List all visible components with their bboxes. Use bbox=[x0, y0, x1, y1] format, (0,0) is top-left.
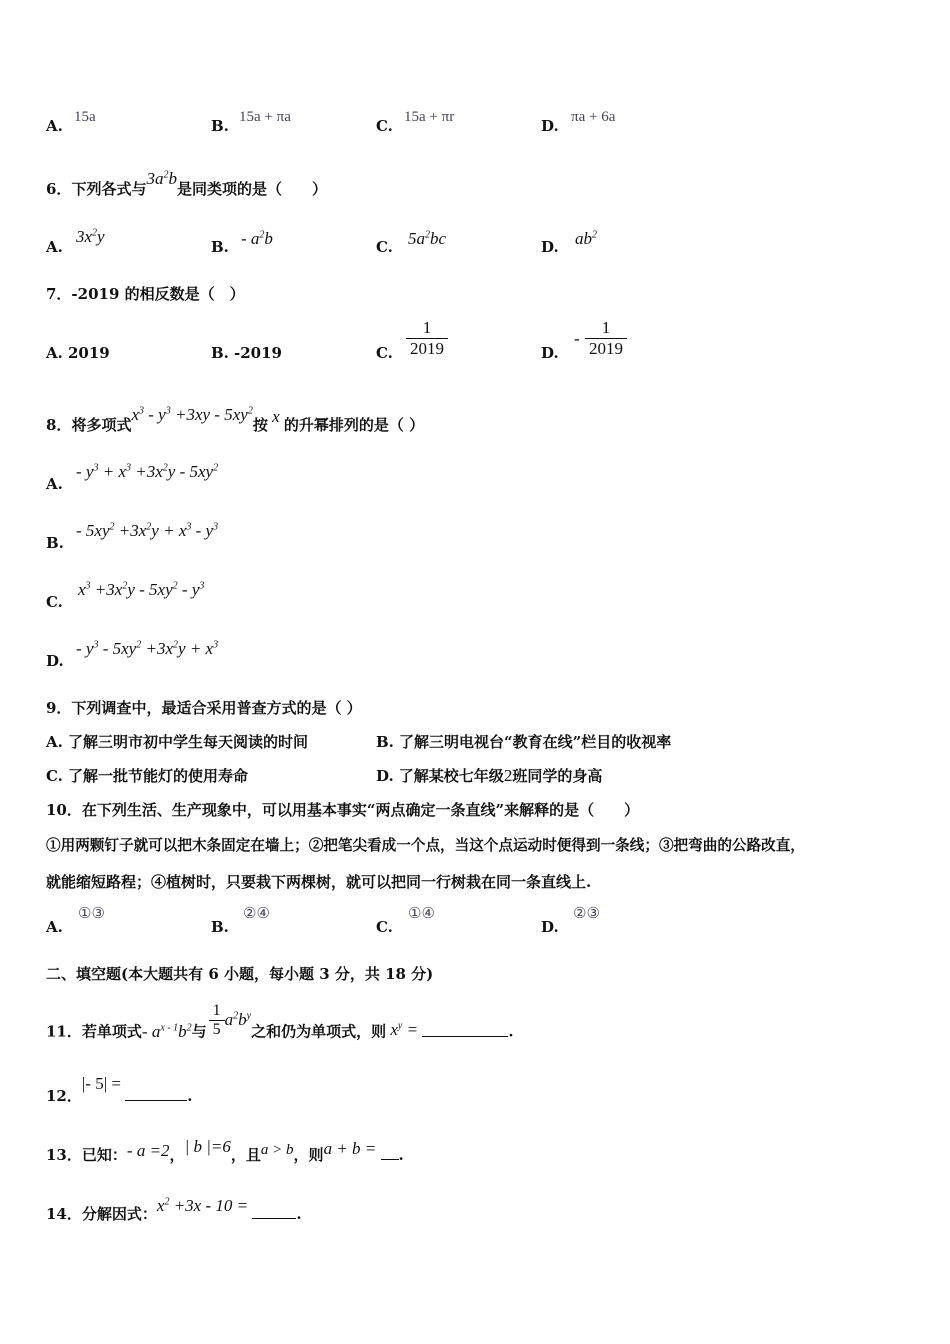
math-expr: $a^2b^y$ bbox=[224, 1009, 252, 1029]
math-expr: |- 5| = bbox=[81, 1074, 126, 1093]
option-label: A. bbox=[46, 238, 63, 256]
q7-stem: 7．-2019 的相反数是（ ） bbox=[46, 285, 245, 303]
option-expr: $ab^2$ bbox=[575, 229, 597, 248]
q9-stem: 9．下列调查中，最适合采用普查方式的是（ ） bbox=[46, 699, 362, 717]
option-value: 2019 bbox=[67, 344, 110, 362]
option-label: A. bbox=[46, 475, 63, 493]
question-number: 11． bbox=[46, 1022, 82, 1041]
option-label: B. bbox=[376, 733, 394, 751]
stem-text: 与 bbox=[191, 1022, 207, 1041]
q11-stem bbox=[46, 1002, 514, 1051]
option-label: C. bbox=[376, 238, 393, 256]
option-label: C. bbox=[46, 593, 63, 611]
q10-body-line-1: ①用两颗钉子就可以把木条固定在墙上；②把笔尖看成一个点，当这个点运动时便得到一条线；③把弯曲的公路改直， bbox=[46, 837, 805, 854]
fraction-denominator: 2019 bbox=[585, 338, 627, 359]
option-label: A. bbox=[46, 733, 63, 751]
option-label: B. bbox=[211, 918, 229, 936]
q8-option-a[interactable] bbox=[46, 462, 219, 493]
q9-option-b[interactable] bbox=[376, 731, 671, 752]
stem-text: 按 bbox=[252, 416, 268, 434]
option-expr: 15a + πr bbox=[404, 109, 455, 125]
q10-stem: 10．在下列生活、生产现象中，可以用基本事实“两点确定一条直线”来解释的是（ ） bbox=[46, 801, 640, 819]
question-number: 6． bbox=[46, 180, 72, 198]
option-text: 班同学的身高 bbox=[512, 767, 603, 785]
q6-option-c[interactable] bbox=[376, 229, 447, 256]
option-expr: 15a + πa bbox=[239, 109, 291, 125]
q10-body-line-2: 就能缩短路程；④植树时，只要栽下两棵树，就可以把同一行树栽在同一条直线上. bbox=[46, 873, 592, 891]
q8-option-c[interactable] bbox=[46, 580, 205, 611]
stem-text: ，且 bbox=[230, 1146, 261, 1164]
q5-option-b[interactable] bbox=[211, 109, 291, 135]
option-label: B. bbox=[211, 117, 229, 135]
stem-text: ，则 bbox=[293, 1146, 324, 1164]
q13-stem bbox=[46, 1137, 404, 1165]
q9-option-a[interactable] bbox=[46, 731, 308, 752]
stem-text: 之和仍为单项式，则 bbox=[251, 1022, 387, 1041]
q7-option-a[interactable] bbox=[46, 343, 110, 362]
option-expr: - $y^3 + x^3 +3x^2y - 5xy^2$ bbox=[76, 462, 219, 481]
option-expr: - $5xy^2 +3x^2y + x^3 - y^3$ bbox=[76, 521, 219, 540]
option-label: D. bbox=[541, 117, 559, 135]
math-expr: - $a^{x - 1}b^2$ bbox=[141, 1021, 192, 1041]
q9-option-c[interactable] bbox=[46, 765, 248, 786]
q12-stem bbox=[46, 1074, 193, 1106]
option-label: A. bbox=[46, 918, 63, 936]
option-label: B. bbox=[211, 238, 229, 256]
q5-option-c[interactable] bbox=[376, 109, 455, 135]
option-label: C. bbox=[376, 918, 393, 936]
q10-option-b[interactable] bbox=[211, 906, 270, 936]
q5-option-a[interactable] bbox=[46, 109, 96, 135]
q7-option-d-fraction bbox=[585, 318, 627, 359]
section-2-heading: 二、填空题(本大题共有 6 小题，每小题 3 分，共 18 分) bbox=[46, 965, 434, 983]
q8-option-d[interactable] bbox=[46, 639, 219, 670]
question-number: 12． bbox=[46, 1087, 82, 1105]
option-expr: - $y^3 - 5xy^2 +3x^2y + x^3$ bbox=[76, 639, 219, 658]
q10-option-a[interactable] bbox=[46, 906, 105, 936]
fraction-denominator: 2019 bbox=[406, 338, 448, 359]
math-expr: | b |=6 bbox=[184, 1137, 231, 1156]
stem-end: . bbox=[187, 1087, 193, 1105]
stem-text: 分解因式： bbox=[81, 1205, 157, 1223]
q7-option-b[interactable] bbox=[211, 343, 282, 362]
stem-text: 的升幂排列的是（ ） bbox=[283, 416, 425, 434]
option-label: C. bbox=[376, 117, 393, 135]
math-expr: a + b = bbox=[323, 1139, 381, 1158]
math-expr: $x^2 +3x - 10$ = bbox=[156, 1196, 253, 1215]
q7-option-d[interactable] bbox=[541, 343, 559, 362]
math-expr: - a =2 bbox=[126, 1141, 170, 1160]
option-expr: $x^3 +3x^2y - 5xy^2 - y^3$ bbox=[78, 580, 205, 599]
stem-end: . bbox=[296, 1205, 302, 1223]
question-number: 8． bbox=[46, 416, 72, 434]
math-expr: a > b bbox=[260, 1142, 294, 1158]
q14-stem bbox=[46, 1196, 302, 1224]
option-value: ②③ bbox=[573, 906, 600, 922]
stem-text: 是同类项的是（ ） bbox=[176, 180, 327, 198]
q7-option-c-fraction bbox=[406, 318, 448, 359]
option-expr: πa + 6a bbox=[571, 109, 616, 125]
option-expr: $5a^2bc$ bbox=[408, 229, 447, 248]
option-text: 了解三明电视台“教育在线”栏目的收视率 bbox=[399, 733, 672, 751]
answer-blank[interactable] bbox=[381, 1145, 399, 1160]
q7-option-c[interactable] bbox=[376, 343, 393, 362]
option-label: D. bbox=[376, 767, 394, 785]
question-number: 14． bbox=[46, 1205, 82, 1223]
q6-option-b[interactable] bbox=[211, 229, 273, 256]
stem-text: 若单项式 bbox=[81, 1022, 142, 1041]
q9-option-d[interactable] bbox=[376, 765, 602, 786]
stem-text: 已知： bbox=[81, 1146, 127, 1164]
math-fraction: $\frac{1}{5}$ bbox=[209, 1002, 225, 1039]
question-number: 13． bbox=[46, 1146, 82, 1164]
option-number: 2 bbox=[503, 766, 513, 785]
answer-blank[interactable] bbox=[252, 1204, 296, 1219]
option-label: D. bbox=[541, 344, 559, 362]
stem-text: 将多项式 bbox=[71, 416, 132, 434]
option-label: C. bbox=[46, 767, 63, 785]
fraction-numerator: 1 bbox=[422, 318, 432, 337]
answer-blank[interactable] bbox=[422, 1022, 508, 1037]
fraction-numerator: 1 bbox=[601, 318, 611, 337]
q10-option-d[interactable] bbox=[541, 906, 600, 936]
q8-option-b[interactable] bbox=[46, 521, 219, 552]
q8-stem bbox=[46, 405, 425, 435]
option-label: D. bbox=[541, 238, 559, 256]
option-value: ②④ bbox=[243, 906, 270, 922]
q6-stem bbox=[46, 169, 327, 199]
stem-end: . bbox=[398, 1146, 404, 1164]
math-expr: $x^y$ = bbox=[386, 1019, 423, 1039]
option-value: ①③ bbox=[78, 906, 105, 922]
q6-option-a[interactable] bbox=[46, 227, 105, 256]
option-label: D. bbox=[541, 918, 559, 936]
q5-option-d[interactable] bbox=[541, 109, 616, 135]
option-expr: - $a^2b$ bbox=[241, 229, 273, 248]
math-variable: x bbox=[267, 407, 284, 426]
option-value: ①④ bbox=[408, 906, 435, 922]
option-label: B. bbox=[211, 344, 229, 362]
option-value: -2019 bbox=[234, 344, 282, 362]
option-label: D. bbox=[46, 652, 64, 670]
option-text: 了解三明市初中学生每天阅读的时间 bbox=[67, 733, 308, 751]
q6-option-d[interactable] bbox=[541, 229, 597, 256]
stem-end: . bbox=[508, 1022, 514, 1041]
option-label: A. bbox=[46, 344, 63, 362]
q7-option-d-sign: - bbox=[574, 329, 580, 348]
option-label: B. bbox=[46, 534, 64, 552]
option-expr: 15a bbox=[74, 109, 96, 125]
answer-blank[interactable] bbox=[125, 1086, 187, 1101]
math-expr: $x^3 - y^3 +3xy - 5xy^2$ bbox=[131, 405, 253, 424]
math-expr: $3a^2b$ bbox=[146, 169, 177, 188]
stem-text: 下列各式与 bbox=[71, 180, 147, 198]
option-expr: $3x^2y$ bbox=[76, 227, 105, 246]
option-label: C. bbox=[376, 344, 393, 362]
q10-option-c[interactable] bbox=[376, 906, 435, 936]
option-text: 了解某校七年级 bbox=[398, 767, 504, 785]
stem-text: ， bbox=[169, 1146, 185, 1164]
option-label: A. bbox=[46, 117, 63, 135]
option-text: 了解一批节能灯的使用寿命 bbox=[68, 767, 249, 785]
